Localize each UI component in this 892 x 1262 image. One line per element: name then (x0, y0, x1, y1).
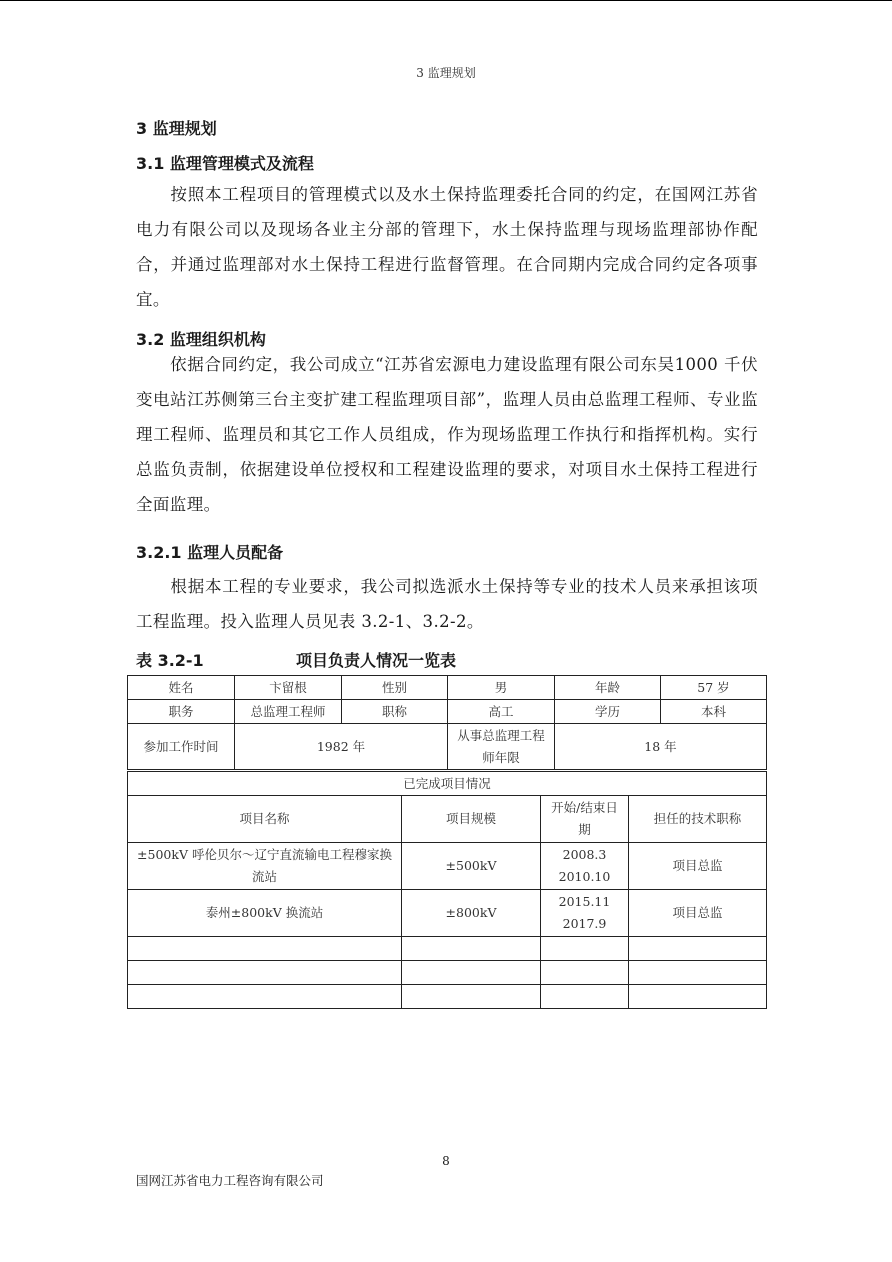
name-value: 卞留根 (235, 676, 342, 700)
work-start-value: 1982 年 (235, 724, 448, 770)
start-date: 2008.3 (562, 847, 607, 862)
paragraph-3-1-text: 按照本工程项目的管理模式以及水土保持监理委托合同的约定，在国网江苏省电力有限公司以及现场各业主分部的管理下，水土保持监理与现场监理部协作配合，并通过监理部对水土保持工程进行监督管理。在合同期内完成合同约定各项事宜。 (136, 185, 758, 309)
empty-table-row (128, 937, 767, 961)
table-row (128, 843, 767, 890)
education-label: 学历 (555, 700, 661, 724)
table-row (128, 676, 767, 700)
project-scale: ±500kV (402, 843, 541, 890)
col-project-name: 项目名称 (128, 796, 402, 843)
end-date: 2017.9 (562, 916, 607, 931)
heading-3-2-1: 3.2.1 监理人员配备 (136, 543, 284, 562)
paragraph-3-2 (136, 347, 758, 522)
title-value: 高工 (448, 700, 555, 724)
completed-projects-label: 已完成项目情况 (128, 772, 767, 796)
paragraph-3-2-1-text: 根据本工程的专业要求，我公司拟选派水土保持等专业的技术人员来承担该项工程监理。投入监理人员见表 3.2-1、3.2-2。 (136, 577, 758, 631)
col-dates: 开始/结束日期 (541, 796, 629, 843)
project-name: 泰州±800kV 换流站 (128, 890, 402, 937)
table-caption (136, 648, 457, 671)
completed-projects-table (127, 771, 767, 1009)
education-value: 本科 (661, 700, 767, 724)
start-date: 2015.11 (558, 894, 611, 909)
table-row (128, 700, 767, 724)
project-dates (541, 890, 629, 937)
empty-table-row (128, 961, 767, 985)
col-role: 担任的技术职称 (629, 796, 767, 843)
project-scale: ±800kV (402, 890, 541, 937)
paragraph-3-1 (136, 177, 758, 317)
project-name: ±500kV 呼伦贝尔～辽宁直流输电工程穆家换流站 (128, 843, 402, 890)
project-role: 项目总监 (629, 843, 767, 890)
work-start-label: 参加工作时间 (128, 724, 235, 770)
title-label: 职称 (342, 700, 448, 724)
post-value: 总监理工程师 (235, 700, 342, 724)
page-number: 8 (442, 1154, 450, 1168)
table-caption-title: 项目负责人情况一览表 (296, 651, 457, 670)
personnel-info-table (127, 675, 767, 770)
col-project-scale: 项目规模 (402, 796, 541, 843)
years-label: 从事总监理工程师年限 (448, 724, 555, 770)
empty-table-row (128, 985, 767, 1009)
table-row (128, 772, 767, 796)
table-header-row (128, 796, 767, 843)
gender-label: 性别 (342, 676, 448, 700)
running-header: 3 监理规划 (416, 66, 476, 80)
heading-3-2: 3.2 监理组织机构 (136, 330, 266, 349)
paragraph-3-2-1 (136, 569, 758, 639)
end-date: 2010.10 (558, 869, 611, 884)
gender-value: 男 (448, 676, 555, 700)
heading-3-1: 3.1 监理管理模式及流程 (136, 154, 314, 173)
name-label: 姓名 (128, 676, 235, 700)
paragraph-3-2-text: 依据合同约定，我公司成立“江苏省宏源电力建设监理有限公司东吴1000 千伏变电站江苏侧第三台主变扩建工程监理项目部”，监理人员由总监理工程师、专业监理工程师、监理员和其它工作人员组成，作为现场监理工作执行和指挥机构。实行总监负责制，依据建设单位授权和工程建设监理的要求，对项目水土保持工程进行全面监理。 (136, 355, 758, 514)
years-value: 18 年 (555, 724, 767, 770)
table-row (128, 890, 767, 937)
footer-company: 国网江苏省电力工程咨询有限公司 (136, 1173, 324, 1188)
project-role: 项目总监 (629, 890, 767, 937)
age-label: 年龄 (555, 676, 661, 700)
age-value: 57 岁 (661, 676, 767, 700)
top-border-line (0, 0, 892, 1)
table-caption-number: 表 3.2-1 (136, 651, 204, 670)
table-row (128, 724, 767, 770)
post-label: 职务 (128, 700, 235, 724)
heading-3: 3 监理规划 (136, 119, 217, 138)
project-dates (541, 843, 629, 890)
